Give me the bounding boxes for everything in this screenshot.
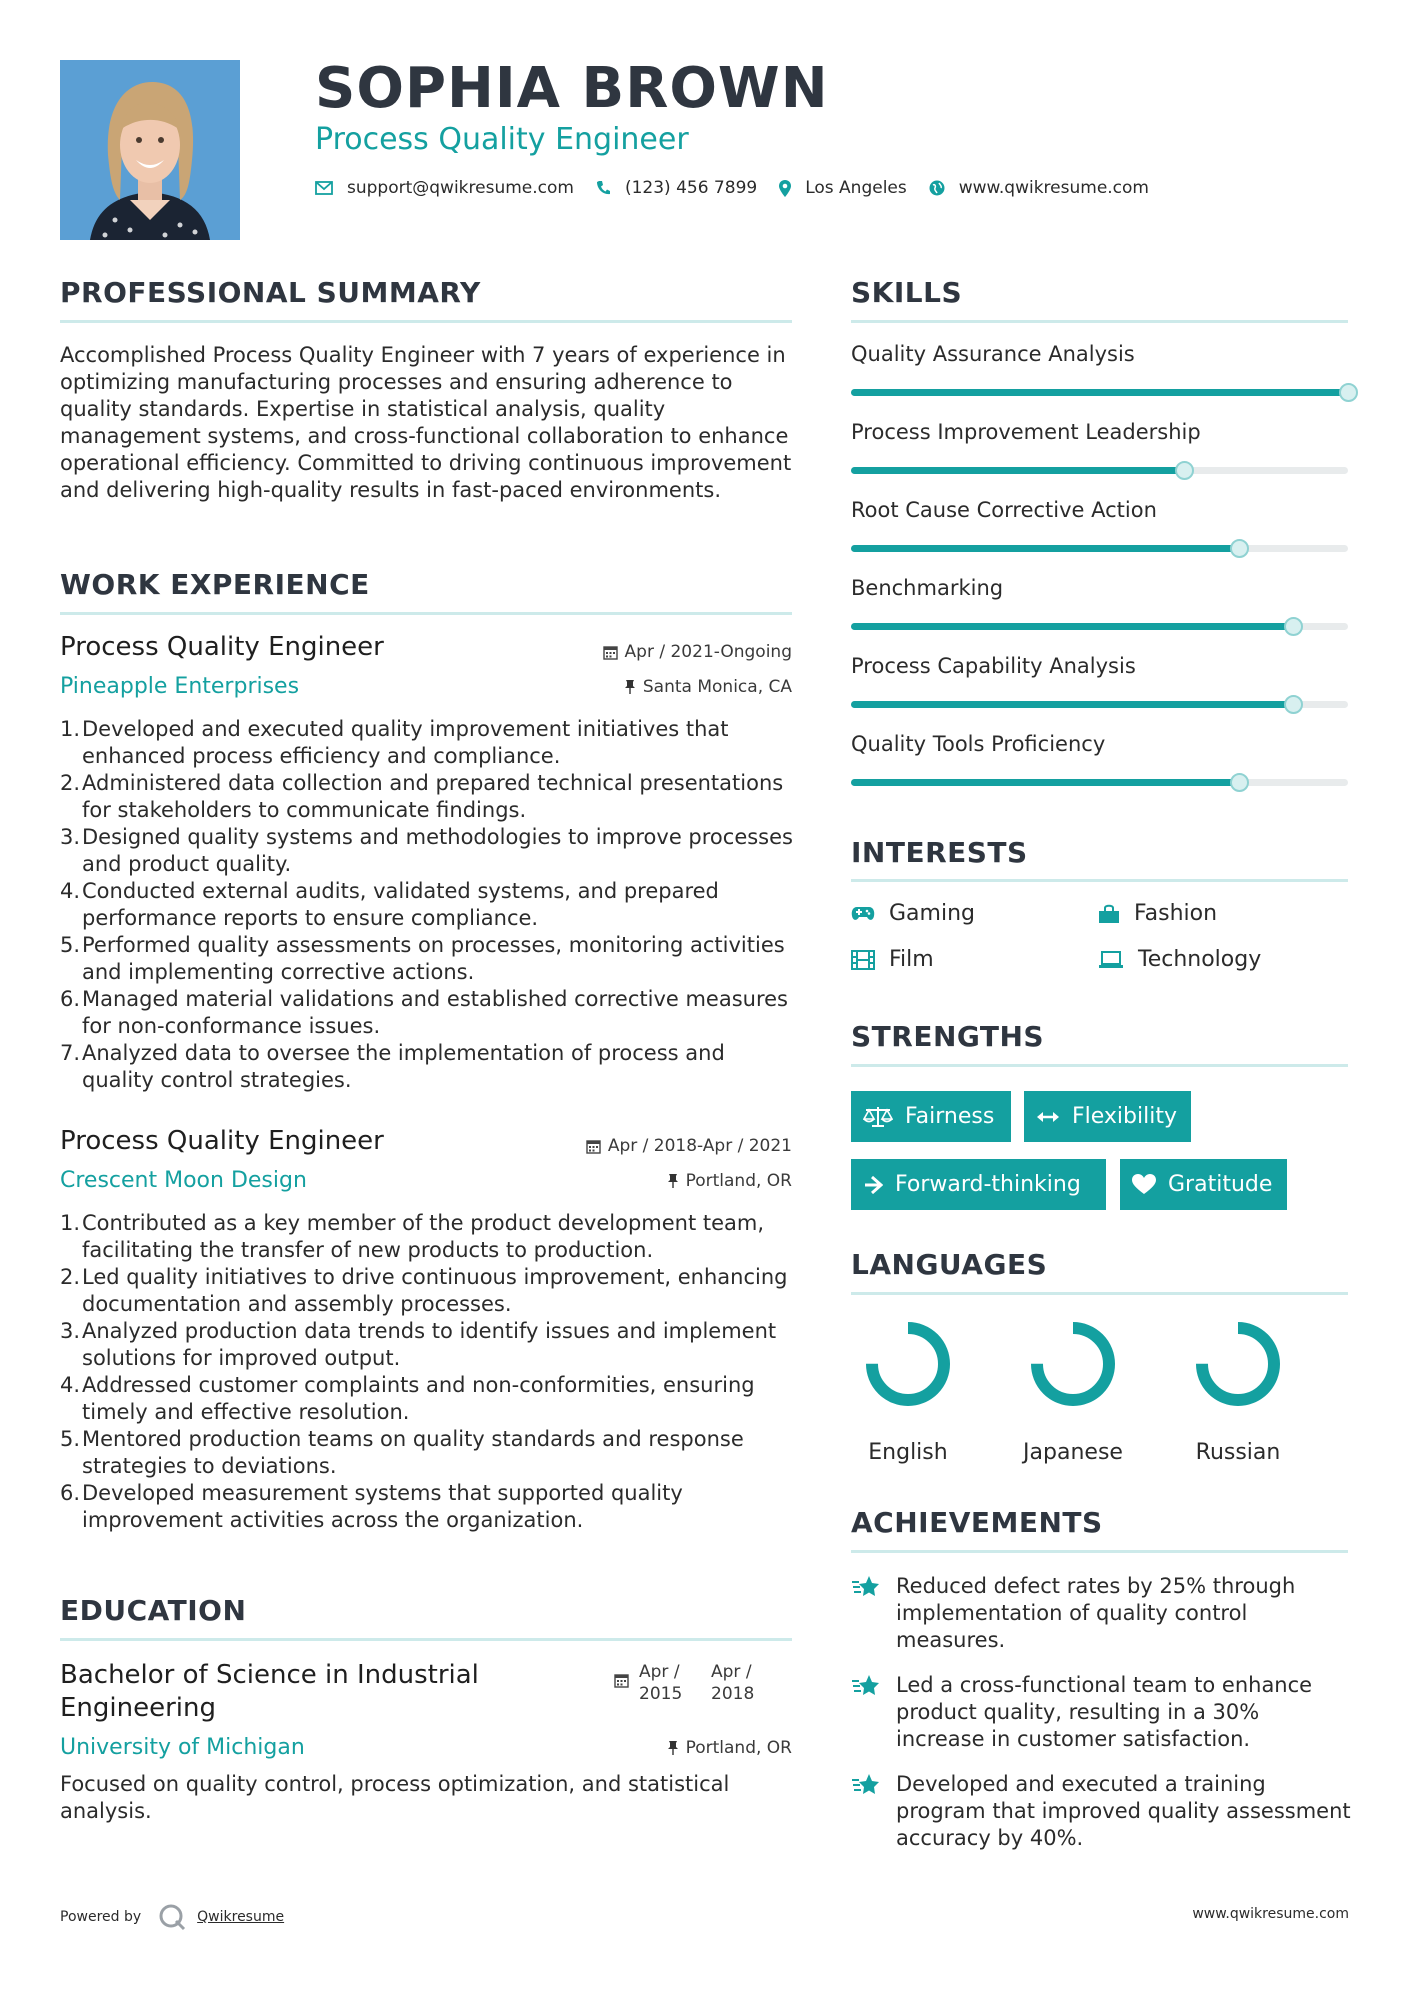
list-item <box>60 1210 800 1264</box>
interest-film <box>851 947 934 972</box>
contact-location-text: Los Angeles <box>805 178 907 198</box>
list-number: 1. <box>60 717 81 741</box>
job-company: Pineapple Enterprises <box>60 674 300 699</box>
trophy-star-icon <box>851 1574 881 1600</box>
job-title: Process Quality Engineer <box>60 1126 384 1156</box>
candidate-name: SOPHIA BROWN <box>315 56 829 121</box>
contact-email[interactable] <box>315 178 574 198</box>
education-start-date: Apr / 2015 <box>639 1662 683 1704</box>
list-number: 6. <box>60 1481 81 1505</box>
list-item <box>60 878 800 932</box>
education-location <box>667 1738 792 1758</box>
achievements-divider <box>851 1550 1348 1553</box>
list-number: 6. <box>60 987 81 1011</box>
bullet-text: Conducted external audits, validated systems, and prepared performance reports to ensure compliance. <box>82 879 719 930</box>
job-title: Process Quality Engineer <box>60 632 384 662</box>
strength-label: Flexibility <box>1072 1104 1177 1129</box>
school-name: University of Michigan <box>60 1735 305 1760</box>
language-item <box>843 1316 973 1465</box>
film-icon <box>851 950 875 970</box>
summary-heading: PROFESSIONAL SUMMARY <box>60 276 481 309</box>
education-heading: EDUCATION <box>60 1594 247 1627</box>
skill-label: Process Improvement Leadership <box>851 420 1201 444</box>
job-location-text: Portland, OR <box>685 1171 792 1191</box>
education-description: Focused on quality control, process optimization, and statistical analysis. <box>60 1772 730 1823</box>
strength-label: Fairness <box>905 1104 995 1129</box>
bullet-text: Developed measurement systems that supported quality improvement activities across the organization. <box>82 1481 683 1532</box>
bullet-text: Led quality initiatives to drive continuous improvement, enhancing documentation and assembly processes. <box>82 1265 788 1316</box>
interest-fashion <box>1098 901 1217 926</box>
language-ring <box>1025 1316 1121 1412</box>
achievement-text: Reduced defect rates by 25% through implementation of quality control measures. <box>896 1574 1296 1652</box>
skill-bar-knob <box>1230 539 1249 558</box>
list-number: 2. <box>60 1265 81 1289</box>
calendar-icon <box>614 1673 629 1688</box>
pushpin-icon <box>667 1740 679 1756</box>
achievement-text: Developed and executed a training program that improved quality assessment accuracy by 40%. <box>896 1772 1351 1850</box>
shopping-bag-icon <box>1098 904 1120 924</box>
phone-icon <box>596 180 611 196</box>
bullet-text: Analyzed production data trends to identify issues and implement solutions for improved output. <box>82 1319 777 1370</box>
contact-email-text: support@qwikresume.com <box>347 178 574 198</box>
interest-label: Gaming <box>889 901 975 926</box>
arrow-right-icon <box>863 1176 883 1194</box>
bullet-text: Mentored production teams on quality standards and response strategies to deviations. <box>82 1427 744 1478</box>
list-number: 2. <box>60 771 81 795</box>
achievement-text: Led a cross-functional team to enhance product quality, resulting in a 30% increase in customer satisfaction. <box>896 1673 1313 1751</box>
footer-website[interactable]: www.qwikresume.com <box>1192 1906 1349 1922</box>
strength-label: Forward-thinking <box>895 1172 1081 1197</box>
gamepad-icon <box>851 906 875 922</box>
list-item <box>60 1318 800 1372</box>
skill-bar-fill <box>851 545 1239 552</box>
list-item <box>60 932 800 986</box>
skill-bar-fill <box>851 389 1348 396</box>
bullet-text: Performed quality assessments on processes, monitoring activities and implementing corrective actions. <box>82 933 785 984</box>
heart-icon <box>1132 1174 1156 1195</box>
job-company: Crescent Moon Design <box>60 1168 307 1193</box>
achievement-item <box>851 1771 1351 1852</box>
list-number: 5. <box>60 933 81 957</box>
achievement-item <box>851 1672 1351 1753</box>
list-item <box>60 824 800 878</box>
bullet-text: Managed material validations and established corrective measures for non-conformance issues. <box>82 987 788 1038</box>
envelope-icon <box>315 181 333 195</box>
skills-divider <box>851 320 1348 323</box>
interest-label: Fashion <box>1134 901 1218 926</box>
achievements-heading: ACHIEVEMENTS <box>851 1506 1103 1539</box>
skill-bar-knob <box>1175 461 1194 480</box>
contact-bar <box>315 178 1171 198</box>
job-location <box>624 677 792 697</box>
list-number: 1. <box>60 1211 81 1235</box>
trophy-star-icon <box>851 1772 881 1798</box>
summary-divider <box>60 320 792 323</box>
job-date <box>603 642 792 662</box>
skill-bar-track <box>851 623 1348 630</box>
calendar-icon <box>603 645 618 660</box>
globe-icon <box>929 180 945 196</box>
interests-divider <box>851 879 1348 882</box>
language-item <box>1173 1316 1303 1465</box>
contact-location <box>779 178 907 198</box>
strength-label: Gratitude <box>1168 1172 1273 1197</box>
strengths-heading: STRENGTHS <box>851 1020 1045 1053</box>
interests-heading: INTERESTS <box>851 836 1028 869</box>
skill-bar-track <box>851 779 1348 786</box>
summary-text: Accomplished Process Quality Engineer with 7 years of experience in optimizing manufacturing processes and ensuring adherence to quality standards. Expertise in statistical analysis, quality management systems, and cross-functional collaboration to enhance operational efficiency. Committed to driving continuous improvement and delivering high-quality results in fast-paced environments. <box>60 343 792 502</box>
list-number: 4. <box>60 1373 81 1397</box>
interest-gaming <box>851 901 975 926</box>
powered-by-text: Powered by <box>60 1909 142 1925</box>
job-date-text: Apr / 2018-Apr / 2021 <box>607 1136 792 1156</box>
bullet-text: Addressed customer complaints and non-conformities, ensuring timely and effective resolution. <box>82 1373 755 1424</box>
interest-technology <box>1098 947 1261 972</box>
bullet-text: Administered data collection and prepared technical presentations for stakeholders to communicate findings. <box>82 771 784 822</box>
list-item <box>60 770 800 824</box>
skill-bar-track <box>851 467 1348 474</box>
skill-bar-fill <box>851 467 1184 474</box>
language-label: Russian <box>1195 1440 1281 1465</box>
laptop-icon <box>1098 951 1124 969</box>
interest-label: Technology <box>1138 947 1262 972</box>
skill-label: Quality Tools Proficiency <box>851 732 1106 756</box>
skill-label: Process Capability Analysis <box>851 654 1136 678</box>
bullet-text: Analyzed data to oversee the implementation of process and quality control strategies. <box>82 1041 725 1092</box>
list-item <box>60 1480 800 1534</box>
skill-bar-knob <box>1284 617 1303 636</box>
contact-phone[interactable] <box>596 178 757 198</box>
experience-heading: WORK EXPERIENCE <box>60 568 370 601</box>
strength-forward-thinking <box>851 1159 1106 1210</box>
skills-heading: SKILLS <box>851 276 963 309</box>
achievement-item <box>851 1573 1351 1654</box>
language-item <box>1008 1316 1138 1465</box>
skill-label: Root Cause Corrective Action <box>851 498 1157 522</box>
pushpin-icon <box>667 1173 679 1189</box>
job-date <box>586 1136 792 1156</box>
list-item <box>60 1372 800 1426</box>
arrows-horizontal-icon <box>1036 1110 1060 1124</box>
balance-scale-icon <box>863 1106 893 1128</box>
pushpin-icon <box>624 679 636 695</box>
strength-flexibility <box>1024 1091 1191 1142</box>
bullet-text: Developed and executed quality improvement initiatives that enhanced process efficiency and compliance. <box>82 717 729 768</box>
contact-phone-text: (123) 456 7899 <box>624 178 758 198</box>
list-item <box>60 716 800 770</box>
education-date <box>614 1661 771 1705</box>
skill-bar-knob <box>1230 773 1249 792</box>
bullet-text: Contributed as a key member of the product development team, facilitating the transfer of new products to production. <box>82 1211 765 1262</box>
contact-website-text: www.qwikresume.com <box>958 178 1149 198</box>
strength-fairness <box>851 1091 1011 1142</box>
list-number: 7. <box>60 1041 81 1065</box>
map-pin-icon <box>779 180 791 197</box>
job-location <box>667 1171 792 1191</box>
list-item <box>60 1426 800 1480</box>
education-divider <box>60 1638 792 1641</box>
list-number: 4. <box>60 879 81 903</box>
brand-link[interactable]: Qwikresume <box>197 1909 285 1925</box>
language-ring <box>860 1316 956 1412</box>
skill-bar-track <box>851 545 1348 552</box>
skill-bar-track <box>851 389 1348 396</box>
languages-divider <box>851 1292 1348 1295</box>
skill-bar-knob <box>1339 383 1358 402</box>
contact-website[interactable] <box>929 178 1149 198</box>
footer-powered-by <box>60 1902 284 1932</box>
language-label: English <box>868 1440 948 1465</box>
skill-bar-track <box>851 701 1348 708</box>
job-date-text: Apr / 2021-Ongoing <box>624 642 792 662</box>
list-number: 3. <box>60 825 81 849</box>
skill-bar-fill <box>851 779 1239 786</box>
list-item <box>60 1264 800 1318</box>
job-location-text: Santa Monica, CA <box>642 677 792 697</box>
bullet-text: Designed quality systems and methodologies to improve processes and product quality. <box>82 825 793 876</box>
education-location-text: Portland, OR <box>685 1738 792 1758</box>
job-bullets <box>60 716 800 1094</box>
skill-label: Quality Assurance Analysis <box>851 342 1135 366</box>
education-end-date: Apr / 2018 <box>711 1662 755 1704</box>
list-number: 3. <box>60 1319 81 1343</box>
calendar-icon <box>586 1139 601 1154</box>
skill-bar-fill <box>851 623 1293 630</box>
trophy-star-icon <box>851 1673 881 1699</box>
qwikresume-logo-icon <box>157 1902 187 1932</box>
skill-bar-fill <box>851 701 1293 708</box>
interest-label: Film <box>889 947 934 972</box>
candidate-title: Process Quality Engineer <box>315 122 689 157</box>
language-ring <box>1190 1316 1286 1412</box>
list-number: 5. <box>60 1427 81 1451</box>
experience-divider <box>60 612 792 615</box>
degree-title: Bachelor of Science in Industrial Engineering <box>60 1660 479 1723</box>
job-bullets <box>60 1210 800 1534</box>
strength-gratitude <box>1120 1159 1287 1210</box>
skill-bar-knob <box>1284 695 1303 714</box>
languages-heading: LANGUAGES <box>851 1248 1048 1281</box>
list-item <box>60 986 800 1040</box>
strengths-divider <box>851 1064 1348 1067</box>
skill-label: Benchmarking <box>851 576 1004 600</box>
profile-photo <box>60 60 240 240</box>
language-label: Japanese <box>1023 1440 1123 1465</box>
list-item <box>60 1040 800 1094</box>
